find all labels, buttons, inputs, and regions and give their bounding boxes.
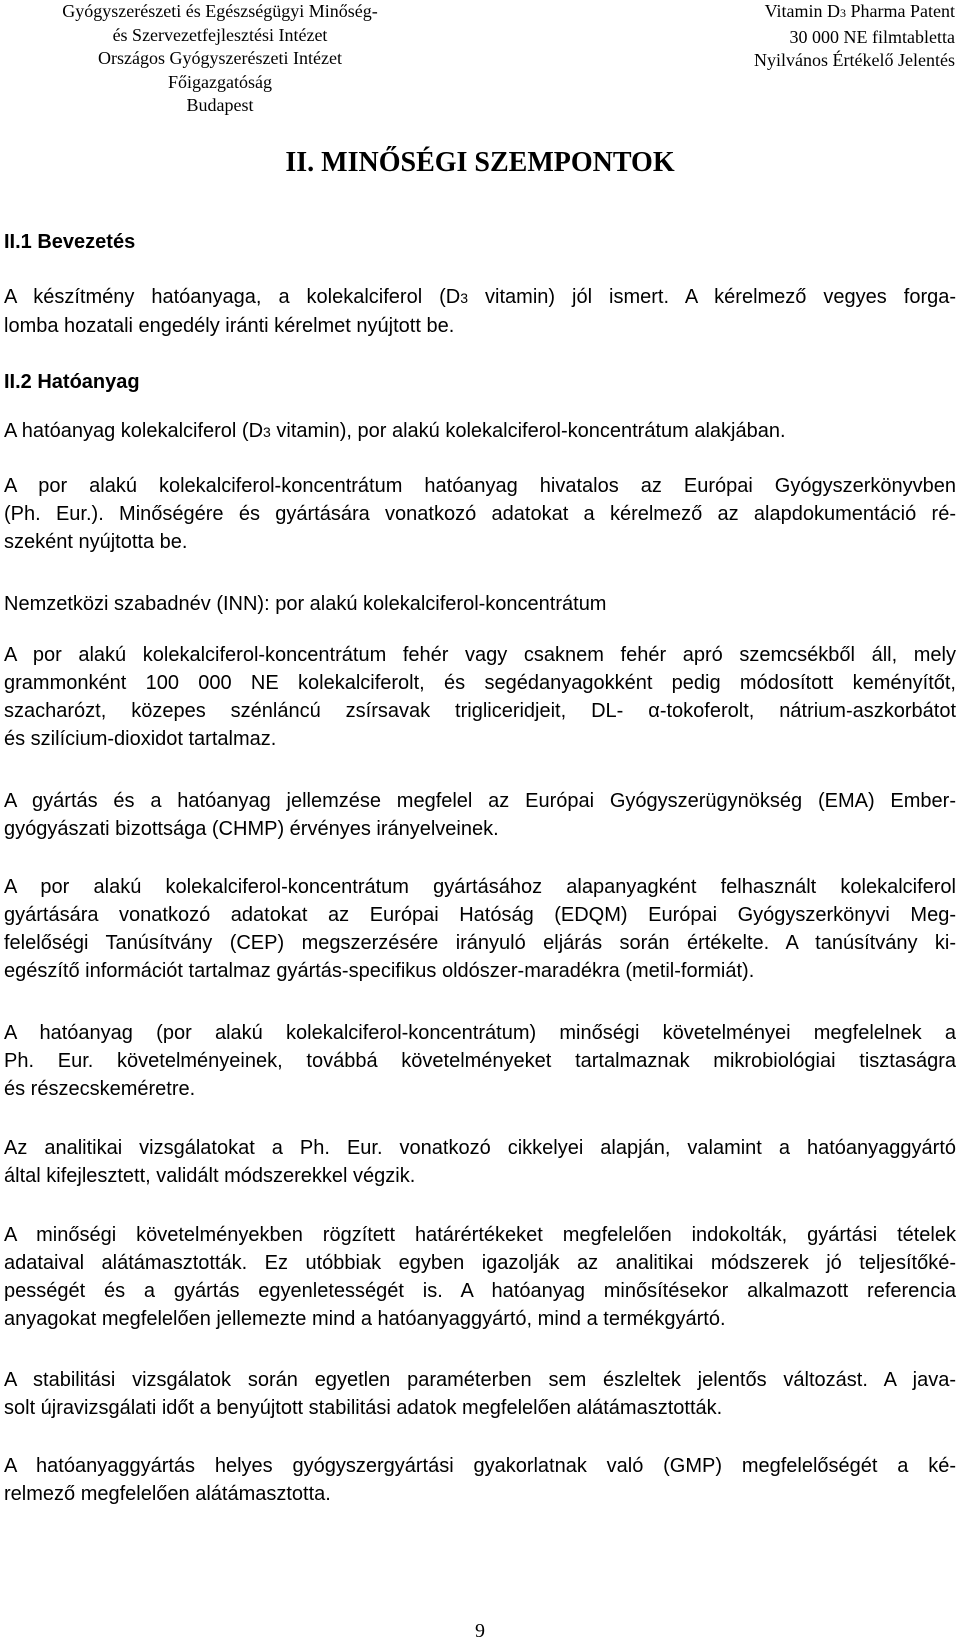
page-number: 9 <box>475 1620 485 1642</box>
section-heading-active-substance: II.2 Hatóanyag <box>4 371 140 393</box>
header-agency-line: Országos Gyógyszerészeti Intézet <box>98 48 342 68</box>
header-agency <box>0 0 440 118</box>
text-run: A hatóanyag kolekalciferol (D <box>4 420 264 442</box>
text-line: pességét és a gyártás egyenletességét is. A hatóanyag minősítésekor alkalmazott referencia <box>4 1280 956 1302</box>
intro-paragraph <box>4 283 956 340</box>
text-line: A minőségi követelményekben rögzített határértékeket megfelelően indokolták, gyártási tételek <box>4 1224 956 1246</box>
text-line: Nemzetközi szabadnév (INN): por alakú kolekalciferol-koncentrátum <box>4 593 607 615</box>
header-agency-line: és Szervezetfejlesztési Intézet <box>112 24 328 45</box>
paragraph-requirements <box>4 1019 956 1103</box>
text-line: által kifejlesztett, validált módszerekkel végzik. <box>4 1165 416 1187</box>
section-heading-intro: II.1 Bevezetés <box>4 231 136 253</box>
text-line <box>4 283 956 312</box>
paragraph-active-substance <box>4 417 956 446</box>
page-title: II. MINŐSÉGI SZEMPONTOK <box>285 147 675 178</box>
text-run: vitamin) jól ismert. A kérelmező vegyes forga- <box>468 286 957 308</box>
paragraph-description <box>4 641 956 753</box>
text-line: és szilícium-dioxidot tartalmaz. <box>4 728 277 750</box>
text-line: adataival alátámasztották. Ez utóbbiak egyben igazolják az analitikai módszerek jó teljesítőké- <box>4 1252 956 1274</box>
text-line: A por alakú kolekalciferol-koncentrátum hatóanyag hivatalos az Európai Gyógyszerkönyvben <box>4 475 956 497</box>
text-line: szeként nyújtotta be. <box>4 531 188 553</box>
paragraph-gmp <box>4 1452 956 1508</box>
text-line: (Ph. Eur.). Minőségére és gyártására vonatkozó adatokat a kérelmező az alapdokumentáció ré- <box>4 503 956 525</box>
header-report-type: Nyilvános Értékelő Jelentés <box>754 50 955 70</box>
header-product-strength: 30 000 NE filmtabletta <box>789 26 955 47</box>
product-name-subscript: 3 <box>840 6 847 20</box>
text-line: anyagokat megfelelően jellemezte mind a hatóanyaggyártó, mind a termékgyártó. <box>4 1308 726 1330</box>
text-line <box>4 417 956 446</box>
text-run: A készítmény hatóanyaga, a kolekalciferol (D <box>4 286 461 308</box>
text-line: gyógyászati bizottsága (CHMP) érvényes irányelveinek. <box>4 818 499 840</box>
header-agency-line: Főigazgatóság <box>168 71 272 92</box>
paragraph-analytics <box>4 1134 956 1190</box>
text-line: felelőségi Tanúsítvány (CEP) megszerzésére irányuló eljárás során értékelte. A tanúsítvány ki- <box>4 932 956 954</box>
text-line: A stabilitási vizsgálatok során egyetlen paraméterben sem észleltek jelentős változást. A java- <box>4 1369 956 1391</box>
text-line: A por alakú kolekalciferol-koncentrátum fehér vagy csaknem fehér apró szemcsékből áll, mely <box>4 644 956 666</box>
paragraph-ema <box>4 787 956 843</box>
text-line: Ph. Eur. követelményeinek, továbbá követelményeket tartalmaznak mikrobiológiai tisztaságra <box>4 1050 956 1072</box>
text-line: és részecskeméretre. <box>4 1078 196 1100</box>
text-line: egészítő információt tartalmaz gyártás-specifikus oldószer-maradékra (metil-formiát). <box>4 960 755 982</box>
header-product <box>655 0 955 73</box>
text-line: solt újravizsgálati időt a benyújtott stabilitási adatok megfelelően alátámasztották. <box>4 1397 723 1419</box>
paragraph-cep <box>4 873 956 985</box>
text-line: szacharózt, közepes szénláncú zsírsavak trigliceridjeit, DL- α-tokoferolt, nátrium-aszkorbátot <box>4 700 956 722</box>
subscript: 3 <box>263 424 271 440</box>
header-product-name <box>655 0 955 26</box>
product-name-prefix: Vitamin D <box>764 1 841 21</box>
text-line: grammonként 100 000 NE kolekalciferolt, és segédanyagokként pedig módosított keményítőt, <box>4 672 956 694</box>
text-line: A por alakú kolekalciferol-koncentrátum gyártásához alapanyagként felhasznált kolekalciferol <box>4 876 956 898</box>
text-line: relmező megfelelően alátámasztotta. <box>4 1483 331 1505</box>
text-line: A gyártás és a hatóanyag jellemzése megfelel az Európai Gyógyszerügynökség (EMA) Ember- <box>4 790 956 812</box>
text-line: A hatóanyag (por alakú kolekalciferol-koncentrátum) minőségi követelményei megfelelnek a <box>4 1022 956 1044</box>
header-agency-line: Budapest <box>186 95 254 115</box>
paragraph-limits <box>4 1221 956 1333</box>
text-line: Az analitikai vizsgálatokat a Ph. Eur. vonatkozó cikkelyei alapján, valamint a hatóanyaggyártó <box>4 1137 956 1159</box>
text-line: A hatóanyaggyártás helyes gyógyszergyártási gyakorlatnak való (GMP) megfelelőségét a ké- <box>4 1455 956 1477</box>
paragraph-pharmacopoeia <box>4 472 956 556</box>
subscript: 3 <box>460 290 469 306</box>
text-run: vitamin), por alakú kolekalciferol-koncentrátum alakjában. <box>270 420 786 442</box>
paragraph-stability <box>4 1366 956 1422</box>
product-name-suffix: Pharma Patent <box>846 1 955 21</box>
text-line: gyártására vonatkozó adatokat az Európai Hatóság (EDQM) Európai Gyógyszerkönyvi Meg- <box>4 904 956 926</box>
header-agency-line: Gyógyszerészeti és Egészségügyi Minőség- <box>62 1 378 21</box>
paragraph-inn <box>4 590 956 618</box>
text-line: lomba hozatali engedély iránti kérelmet nyújtott be. <box>4 315 455 337</box>
